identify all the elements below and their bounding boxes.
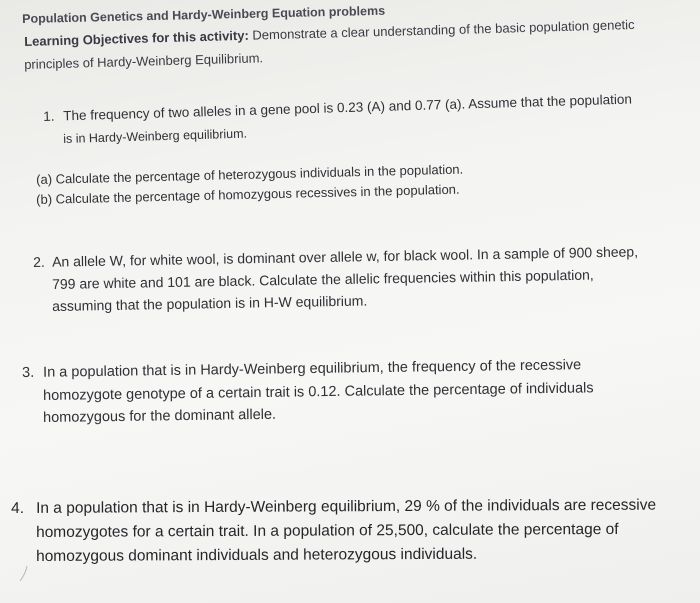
question-2-number: 2. (33, 253, 45, 270)
question-1-line-1 (43, 92, 632, 124)
question-4-text: In a population that is in Hardy-Weinberg equilibrium, 29 % of the individuals are recessive (35, 496, 657, 517)
question-1-text: The frequency of two alleles in a gene pool is 0.23 (A) and 0.77 (a). Assume that the population (62, 91, 633, 124)
learning-objectives-label: Learning Objectives for this activity: (24, 27, 250, 49)
question-3-line-3: homozygous for the dominant allele. (43, 406, 277, 426)
question-2-line-1 (33, 243, 638, 270)
question-1-line-2: is in Hardy-Weinberg equilibrium. (63, 126, 248, 146)
question-4-number: 4. (11, 499, 25, 517)
question-4-line-2: homozygotes for a certain trait. In a population of 25,500, calculate the percentage of (36, 520, 619, 541)
question-1-number: 1. (43, 108, 55, 124)
question-4-line-1 (11, 497, 656, 518)
pencil-mark-icon (18, 565, 32, 583)
learning-objectives-text: Demonstrate a clear understanding of the basic population genetic (248, 16, 635, 43)
question-1-part-b: (b) Calculate the percentage of homozygous recessives in the population. (36, 181, 460, 207)
question-3-line-1 (22, 357, 581, 381)
question-2-text: An allele W, for white wool, is dominant over allele w, for black wool. In a sample of 900 sheep, (51, 243, 639, 270)
question-3-text: In a population that is in Hardy-Weinberg equilibrium, the frequency of the recessive (42, 357, 582, 381)
question-2-line-2: 799 are white and 101 are black. Calculate the allelic frequencies within this population, (52, 266, 594, 292)
question-3-line-2: homozygote genotype of a certain trait is 0.12. Calculate the percentage of individuals (43, 380, 594, 404)
question-3-number: 3. (22, 364, 35, 381)
question-4-line-3: homozygous dominant individuals and heterozygous individuals. (36, 545, 478, 565)
learning-objectives-line-2: principles of Hardy-Weinberg Equilibrium. (24, 50, 264, 72)
page-title: Population Genetics and Hardy-Weinberg Equation problems (22, 3, 386, 26)
question-1-part-a: (a) Calculate the percentage of heterozygous individuals in the population. (36, 161, 464, 187)
question-2-line-3: assuming that the population is in H-W equilibrium. (52, 292, 368, 314)
